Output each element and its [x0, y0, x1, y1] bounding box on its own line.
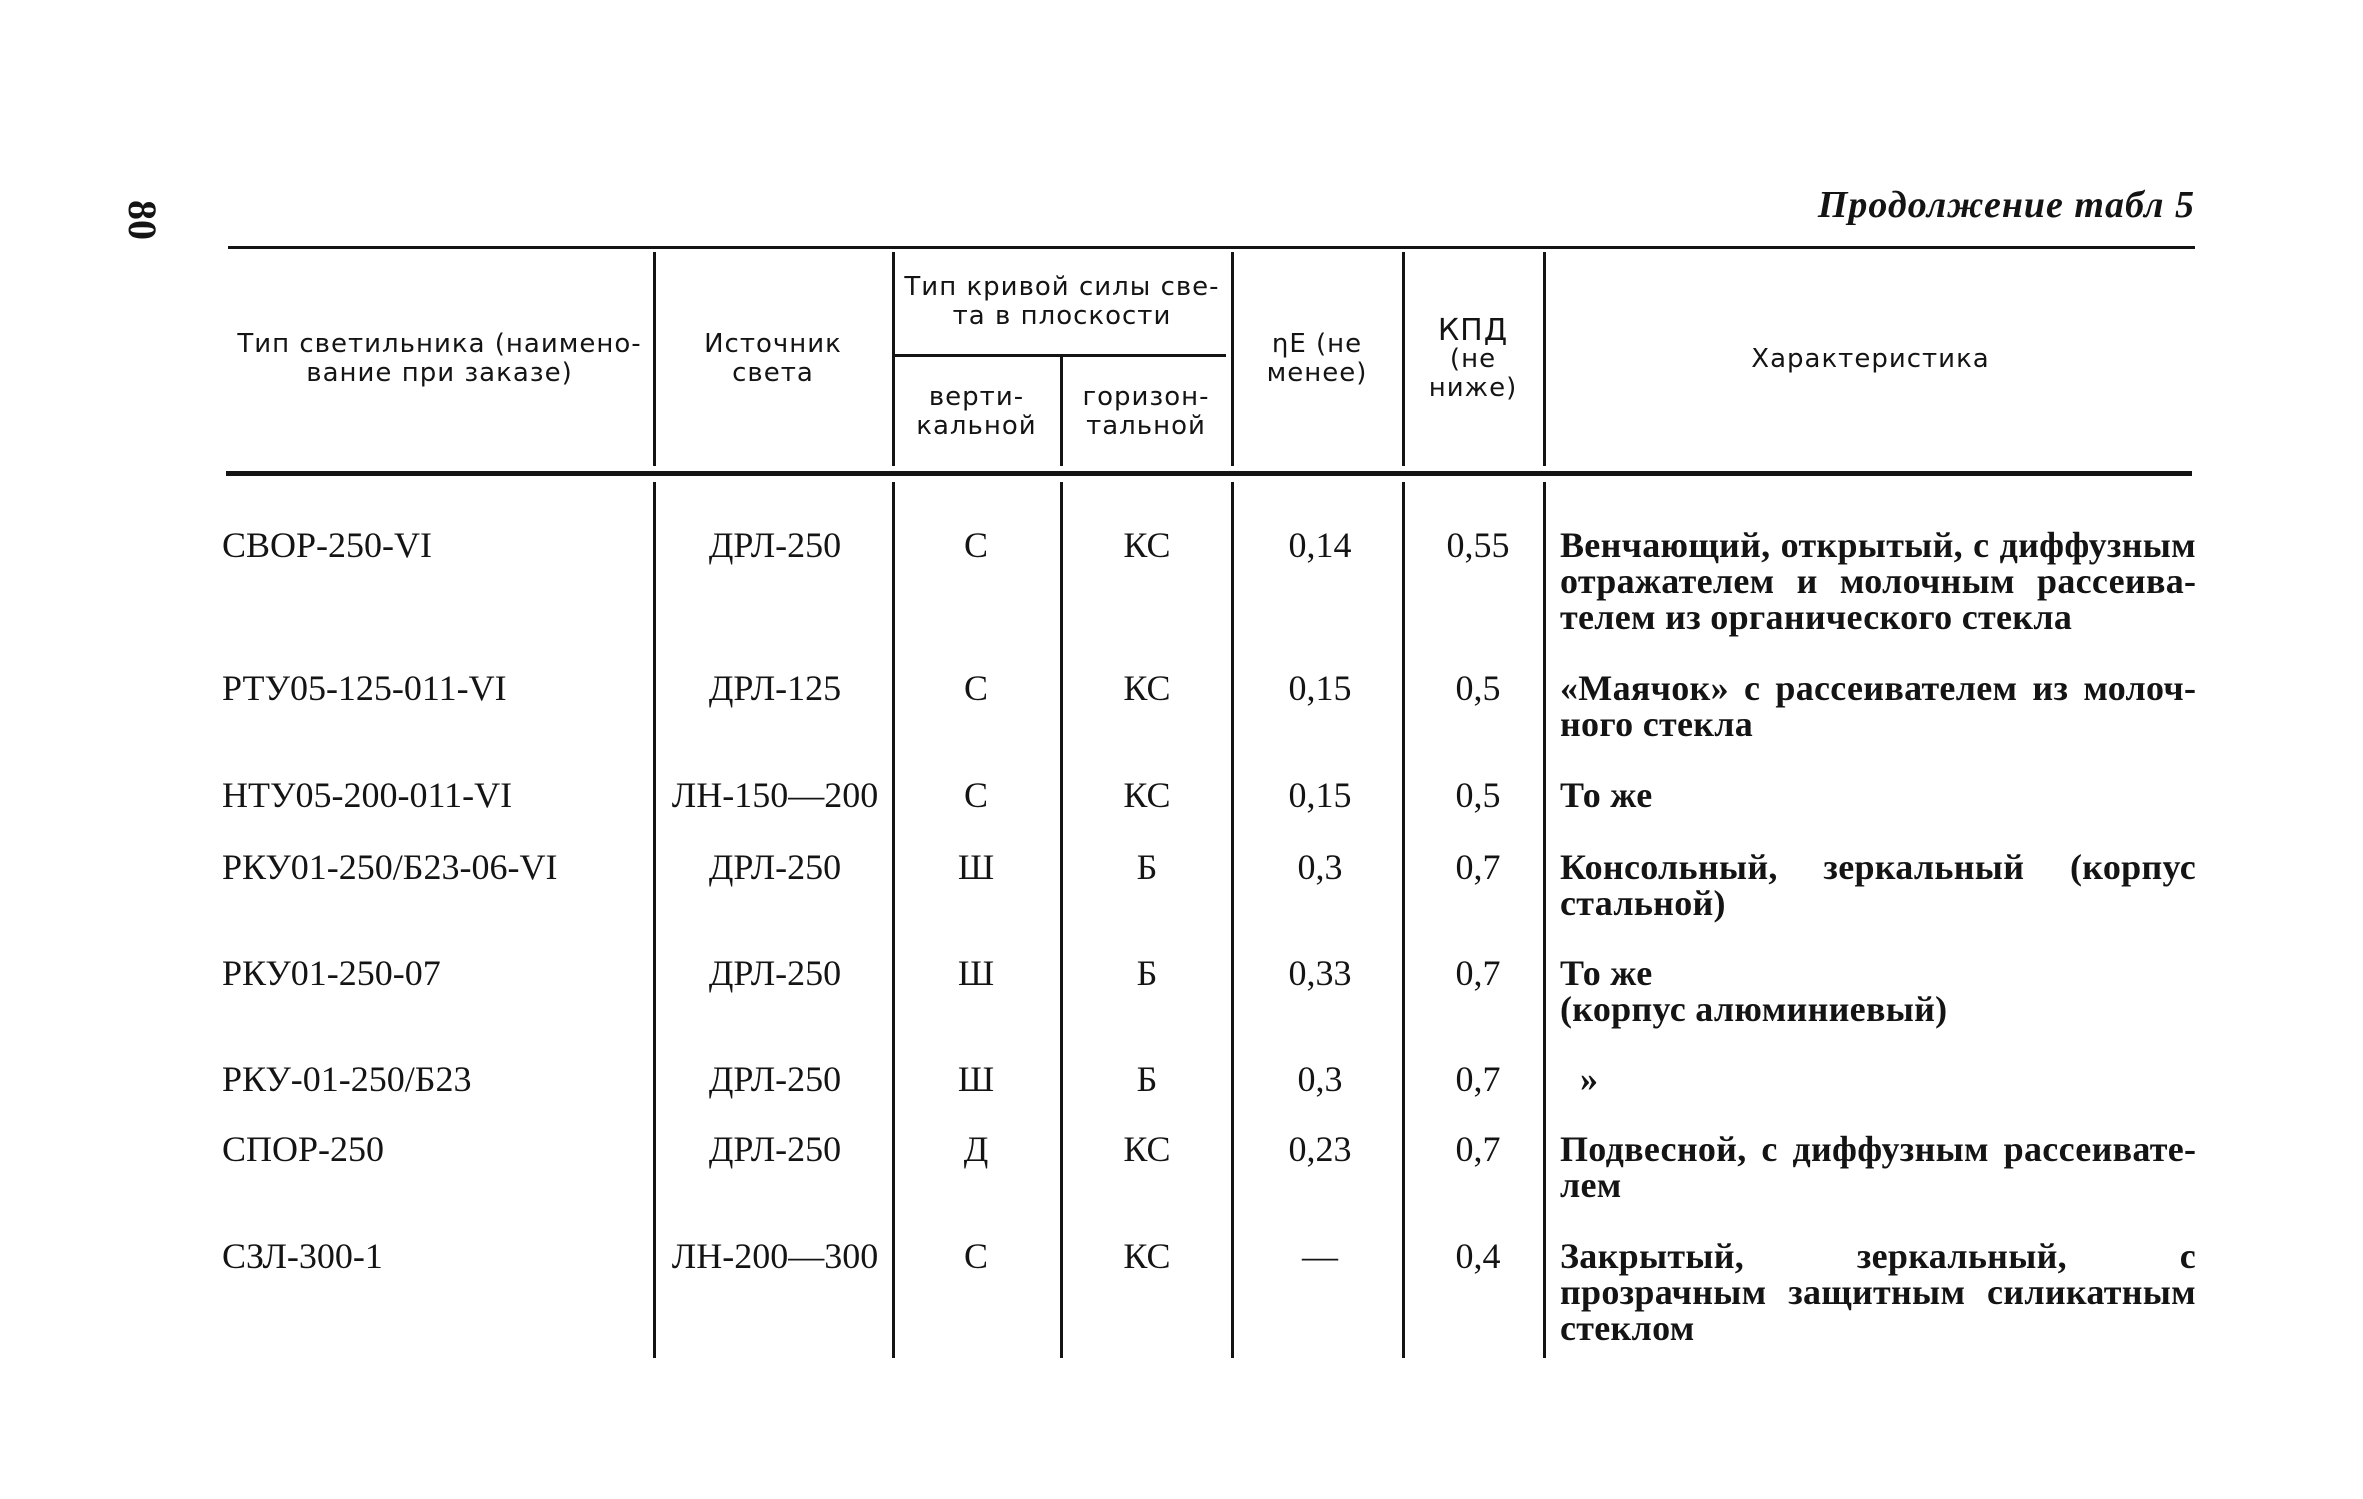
- cell-horizontal: КС: [1123, 525, 1171, 565]
- cell-source: ЛН-200—300: [671, 1236, 879, 1276]
- header-characteristic: Характеристика: [1751, 343, 1990, 374]
- cell-vertical: С: [963, 775, 988, 815]
- header-vertical: верти- кальной: [916, 382, 1037, 441]
- body-divider: [1402, 482, 1405, 1358]
- cell-characteristic: Венчающий, открытый, с диффузным отражателем и молочным рассеивателем из органического стекла: [1560, 525, 2196, 637]
- cell-eta: 0,14: [1288, 525, 1352, 565]
- cell-horizontal: КС: [1123, 1129, 1171, 1169]
- cell-eta: 0,33: [1288, 953, 1352, 993]
- cell-kpd: 0,7: [1455, 847, 1501, 887]
- cell-type: СПОР-250: [222, 1129, 385, 1169]
- cell-type: РКУ01-250-07: [222, 953, 441, 993]
- cell-eta: 0,15: [1288, 668, 1352, 708]
- header-type: Тип светильника (наимено- вание при заказе): [237, 329, 642, 388]
- cell-vertical: Д: [963, 1129, 989, 1169]
- body-divider: [1231, 482, 1234, 1358]
- body-divider: [1543, 482, 1546, 1358]
- cell-source: ДРЛ-125: [708, 668, 842, 708]
- page-number: 80: [120, 200, 165, 240]
- body-divider: [892, 482, 895, 1358]
- cell-horizontal: Б: [1136, 847, 1158, 887]
- cell-eta: 0,15: [1288, 775, 1352, 815]
- header-horizontal: горизон- тальной: [1082, 382, 1210, 441]
- cell-type: РТУ05-125-011-VI: [222, 668, 507, 708]
- cell-characteristic: »: [1580, 1059, 1599, 1099]
- cell-vertical: Ш: [957, 953, 995, 993]
- body-divider: [653, 482, 656, 1358]
- cell-horizontal: КС: [1123, 668, 1171, 708]
- cell-kpd: 0,7: [1455, 1129, 1501, 1169]
- header-curve-group: Тип кривой силы све- та в плоскости: [904, 272, 1220, 331]
- cell-horizontal: Б: [1136, 1059, 1158, 1099]
- cell-vertical: С: [963, 1236, 988, 1276]
- cell-type: СВОР-250-VI: [222, 525, 433, 565]
- cell-characteristic: «Маячок» с рассеивателем из молочного стекла: [1560, 668, 2196, 744]
- header-kpd: КПД (не ниже): [1428, 312, 1518, 403]
- cell-vertical: Ш: [957, 1059, 995, 1099]
- cell-eta: 0,3: [1297, 1059, 1343, 1099]
- cell-type: НТУ05-200-011-VI: [222, 775, 513, 815]
- cell-kpd: 0,7: [1455, 1059, 1501, 1099]
- cell-vertical: С: [963, 668, 988, 708]
- cell-characteristic: То же (корпус алюминиевый): [1560, 953, 1948, 1029]
- cell-characteristic: То же: [1560, 775, 1653, 815]
- cell-horizontal: КС: [1123, 775, 1171, 815]
- header-bottom-rule: [226, 471, 2192, 476]
- cell-type: РКУ-01-250/Б23: [222, 1059, 472, 1099]
- header-eta: ηE (не менее): [1266, 329, 1368, 388]
- cell-vertical: С: [963, 525, 988, 565]
- cell-kpd: 0,55: [1446, 525, 1510, 565]
- cell-eta: 0,23: [1288, 1129, 1352, 1169]
- cell-characteristic: Подвесной, с диффузным рассеивателем: [1560, 1129, 2196, 1205]
- cell-eta: —: [1302, 1236, 1338, 1276]
- cell-source: ДРЛ-250: [708, 525, 842, 565]
- table-top-rule: [228, 246, 2195, 249]
- cell-type: СЗЛ-300-1: [222, 1236, 383, 1276]
- cell-eta: 0,3: [1297, 847, 1343, 887]
- cell-kpd: 0,4: [1455, 1236, 1501, 1276]
- cell-characteristic: Закрытый, зеркальный, с прозрачным защитным силикатным стеклом: [1560, 1236, 2196, 1348]
- cell-source: ДРЛ-250: [708, 1129, 842, 1169]
- body-divider: [1060, 482, 1063, 1358]
- cell-horizontal: КС: [1123, 1236, 1171, 1276]
- cell-type: РКУ01-250/Б23-06-VI: [222, 847, 558, 887]
- cell-source: ДРЛ-250: [708, 953, 842, 993]
- cell-vertical: Ш: [957, 847, 995, 887]
- continuation-title: Продолжение табл 5: [1817, 184, 2195, 226]
- cell-horizontal: Б: [1136, 953, 1158, 993]
- cell-kpd: 0,5: [1455, 668, 1501, 708]
- cell-source: ДРЛ-250: [708, 847, 842, 887]
- cell-kpd: 0,5: [1455, 775, 1501, 815]
- cell-source: ДРЛ-250: [708, 1059, 842, 1099]
- header-source: Источник света: [704, 329, 842, 388]
- cell-kpd: 0,7: [1455, 953, 1501, 993]
- cell-source: ЛН-150—200: [671, 775, 879, 815]
- cell-characteristic: Консольный, зеркальный (корпус стальной): [1560, 847, 2196, 923]
